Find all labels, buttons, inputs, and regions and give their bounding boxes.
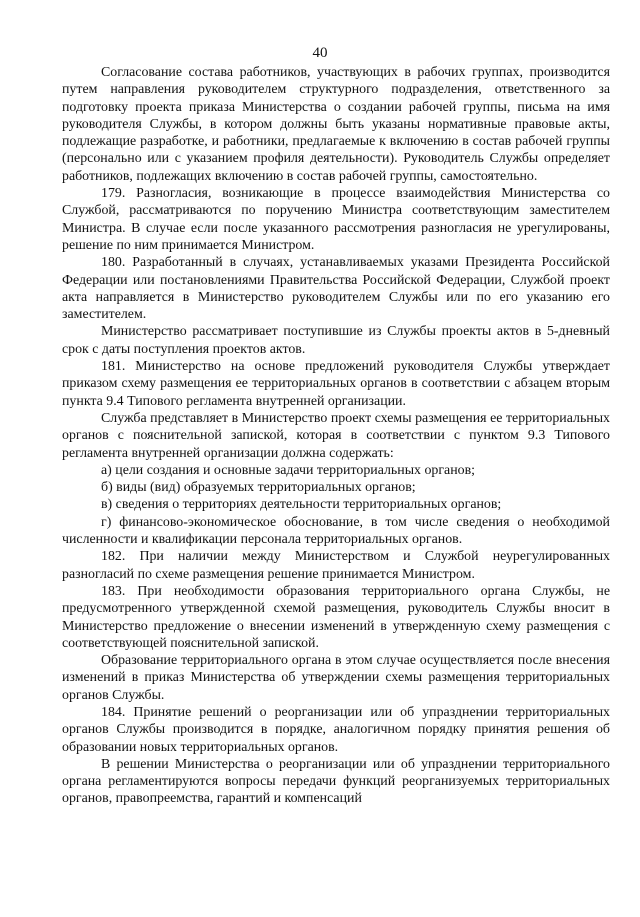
paragraph-180-review: Министерство рассматривает поступившие из Службы проекты актов в 5-дневный срок с даты поступления проектов актов. (62, 324, 610, 357)
paragraph-182: 182. При наличии между Министерством и Службой неурегулированных разногласий по схеме размещения решение принимается Министром. (62, 549, 610, 582)
document-body (62, 64, 610, 808)
paragraph-184-decision: В решении Министерства о реорганизации или об упразднении территориального органа регламентируются вопросы передачи функций реорганизуемых территориальных органов, правопреемства, гарантий и компенсаций (62, 756, 610, 807)
list-item-b: б) виды (вид) образуемых территориальных органов; (101, 480, 416, 496)
paragraph-184: 184. Принятие решений о реорганизации или об упразднении территориальных органов Службы производится в порядке, аналогичном порядку принятия решения об образовании новых территориальных органов. (62, 704, 610, 755)
paragraph-180: 180. Разработанный в случаях, устанавливаемых указами Президента Российской Федерации или постановлениями Правительства Российской Федерации, Службой проект акта направляется в Министерство руководителем Службы или по его указанию его заместителем. (62, 255, 610, 323)
paragraph-183-formation: Образование территориального органа в этом случае осуществляется после внесения изменений в приказ Министерства об утверждении схемы размещения территориальных органов Службы. (62, 653, 610, 703)
list-item-d: г) финансово-экономическое обоснование, в том числе сведения о необходимой численности и квалификации персонала территориальных органов. (62, 514, 610, 548)
paragraph-181-contents: Служба представляет в Министерство проект схемы размещения ее территориальных органов с пояснительной запиской, которая в соответствии с пунктом 9.3 Типового регламента внутренней организации должна содержать: (62, 410, 610, 461)
page-number: 40 (312, 45, 328, 61)
list-item-c: в) сведения о территориях деятельности территориальных органов; (101, 497, 502, 513)
paragraph-179: 179. Разногласия, возникающие в процессе взаимодействия Министерства со Службой, рассматриваются по поручению Министра соответствующим заместителем Министра. В случае если после указанного рассмотрения разногласия не урегулированы, решение по ним принимается Министром. (62, 186, 610, 253)
list-item-a: а) цели создания и основные задачи территориальных органов; (101, 462, 475, 478)
paragraph-183: 183. При необходимости образования территориального органа Службы, не предусмотренного утвержденной схемой размещения, руководитель Службы вносит в Министерство предложение о внесении изменений в утвержденную схему размещения с соответствующей пояснительной запиской. (62, 583, 610, 651)
paragraph-181: 181. Министерство на основе предложений руководителя Службы утверждает приказом схему размещения ее территориальных органов в соответствии с абзацем вторым пункта 9.4 Типового регламента внутренней организации. (62, 359, 610, 409)
paragraph-work-group-approval: Согласование состава работников, участвующих в рабочих группах, производится путем направления руководителем структурного подразделения, ответственного за подготовку проекта приказа Министерства о создании рабочей группы, письма на имя руководителя Службы, в котором должны быть указаны нормативные правовые акты, подлежащие разработке, и работники, предлагаемые к включению в состав рабочей группы (персонально или с указанием профиля деятельности). Руководитель Службы определяет работников, подлежащих включению в состав рабочей группы, самостоятельно. (62, 65, 610, 184)
